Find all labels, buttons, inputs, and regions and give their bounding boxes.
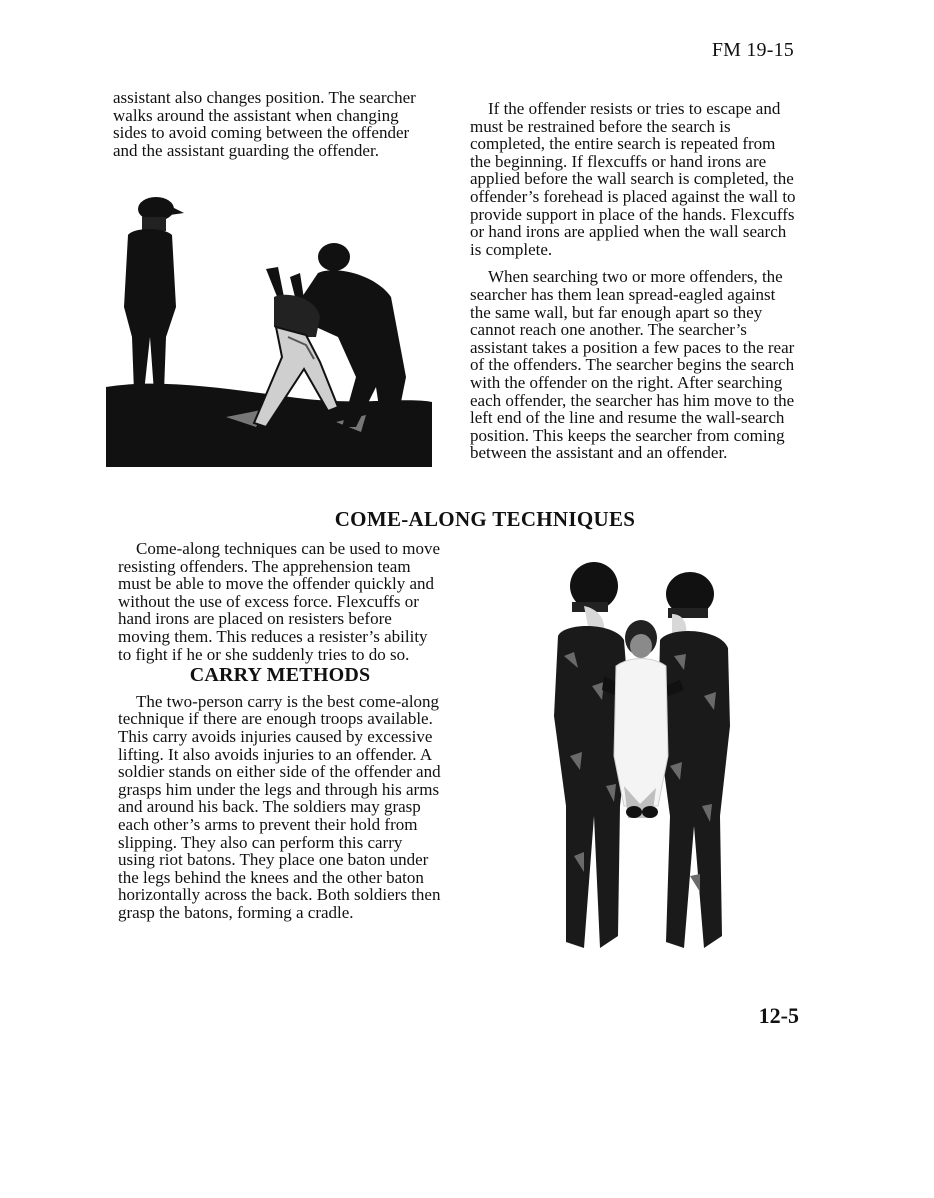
paragraph-come-along: Come-along techniques can be used to move resisting offenders. The apprehension team must be able to move the offender quickly and without the use of excess force. Flexcuffs or hand irons are placed on resisters before moving them. This reduces a resister’s ability to fight if he or she suddenly tries to do so. — [118, 539, 441, 664]
wall-search-photo-image — [106, 187, 432, 467]
page-number: 12-5 — [758, 1003, 799, 1028]
subsection-heading: CARRY METHODS — [189, 664, 371, 687]
left-column-bottom — [118, 540, 442, 921]
two-person-carry-photo-image — [544, 556, 739, 956]
wall-search-photo — [106, 187, 432, 467]
right-column-top — [470, 100, 800, 462]
paragraph-restraint: If the offender resists or tries to escape and must be restrained before the search is completed, the entire search is repeated from the beginning. If flexcuffs or hand irons are applied before the wall search is completed, the offender’s forehead is placed against the wall to provide support in place of the hands. Flexcuffs or hand irons are applied when the wall search is complete. — [470, 99, 796, 259]
paragraph-carry-methods: The two-person carry is the best come-along technique if there are enough troops available. This carry avoids injuries caused by excessive lifting. It also avoids injuries to an offender. A soldier stands on either side of the offender and grasps him under the legs and through his arms and around his back. The soldiers may grasp each other’s arms to prevent their hold from slipping. They also can perform this carry using riot batons. They place one baton under the legs behind the knees and the other baton horizontally across the back. Both soldiers then grasp the batons, forming a cradle. — [118, 691, 441, 922]
document-id: FM 19-15 — [711, 39, 794, 61]
paragraph-multiple-offenders: When searching two or more offenders, the searcher has them lean spread-eagled against the same wall, but far enough apart so they cannot reach one another. The searcher’s assistant takes a position a few paces to the rear of the offenders. The searcher begins the search with the offender on the right. After searching each offender, the searcher has him move to the left end of the line and resume the wall-search position. This keeps the searcher from coming between the assistant and an offender. — [470, 267, 795, 463]
two-person-carry-photo — [544, 556, 739, 956]
section-heading: COME-ALONG TECHNIQUES — [334, 507, 636, 531]
continued-paragraph: assistant also changes position. The searcher walks around the assistant when changing sides to avoid coming between the offender and the assistant guarding the offender. — [113, 88, 416, 160]
left-column-top — [113, 89, 433, 159]
